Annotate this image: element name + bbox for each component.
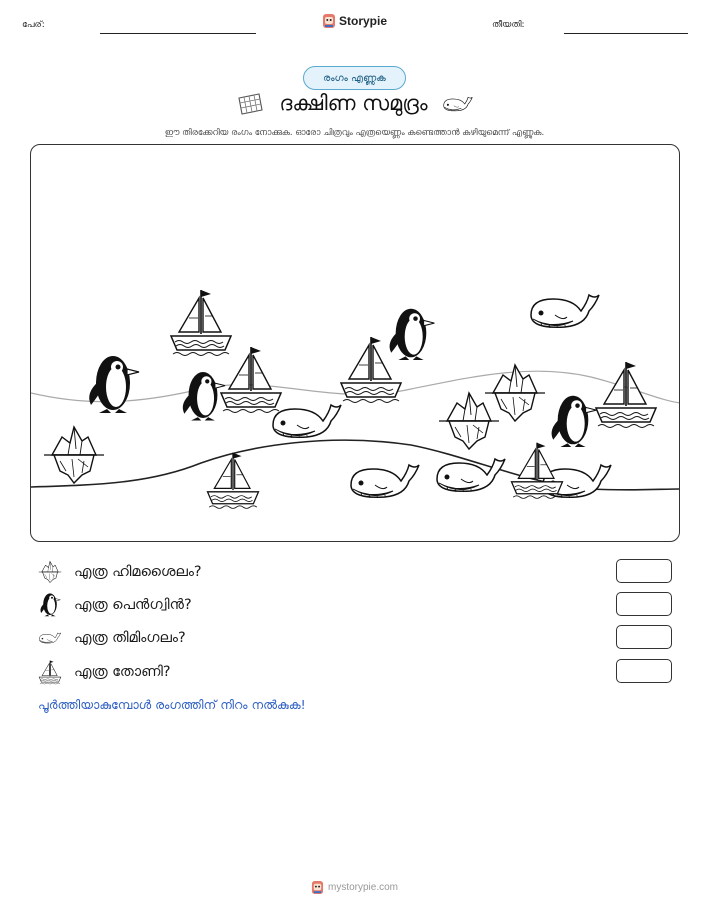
whale-icon bbox=[38, 625, 62, 651]
question-text: എത്ര പെൻഗ്വിൻ? bbox=[74, 597, 192, 613]
storypie-mascot-icon bbox=[311, 880, 324, 895]
whale-4 bbox=[437, 459, 505, 492]
whale-icon bbox=[442, 93, 474, 115]
penguin-1 bbox=[89, 356, 139, 413]
question-text: എത്ര തിമിംഗലം? bbox=[74, 630, 186, 646]
question-row-sailboat bbox=[38, 659, 672, 685]
name-label: പേര്: bbox=[22, 20, 45, 30]
answer-box-iceberg[interactable] bbox=[616, 559, 672, 583]
instructions: ഈ തിരക്കേറിയ രംഗം നോക്കുക. ഓരോ ചിത്രവും എത്രയെണ്ണം കണ്ടെത്താൻ കഴിയുമെന്ന് എണ്ണുക. bbox=[164, 128, 545, 138]
activity-badge: രംഗം എണ്ണുക bbox=[303, 66, 406, 90]
iceberg-2 bbox=[439, 393, 499, 449]
closing-instruction: പൂർത്തിയാകുമ്പോൾ രംഗത്തിന് നിറം നൽകുക! bbox=[38, 697, 306, 712]
sailboat-icon bbox=[38, 659, 62, 685]
question-row-iceberg bbox=[38, 559, 672, 585]
brand-name: Storypie bbox=[339, 14, 388, 28]
question-row-penguin bbox=[38, 592, 672, 618]
question-text: എത്ര തോണി? bbox=[74, 664, 171, 680]
scene-grid-icon bbox=[235, 92, 265, 116]
title-row bbox=[0, 91, 709, 116]
whale-3 bbox=[351, 465, 419, 498]
iceberg-3 bbox=[485, 365, 545, 421]
whale-2 bbox=[273, 405, 341, 438]
counting-scene bbox=[30, 144, 680, 542]
penguin-3 bbox=[390, 309, 435, 360]
penguin-4 bbox=[552, 396, 597, 447]
whale-1 bbox=[531, 295, 599, 328]
name-line[interactable] bbox=[100, 33, 256, 34]
storypie-logo bbox=[322, 13, 387, 29]
date-label: തീയതി: bbox=[492, 20, 525, 30]
answer-box-whale[interactable] bbox=[616, 625, 672, 649]
iceberg-icon bbox=[38, 559, 62, 585]
page-title: ദക്ഷിണ സമുദ്രം bbox=[279, 91, 428, 115]
sailboat-2 bbox=[221, 347, 281, 413]
penguin-2 bbox=[183, 372, 225, 420]
sailboat-1 bbox=[171, 290, 231, 356]
answer-box-penguin[interactable] bbox=[616, 592, 672, 616]
question-row-whale bbox=[38, 625, 672, 651]
date-line[interactable] bbox=[564, 33, 688, 34]
sailboat-5 bbox=[208, 453, 259, 509]
penguin-icon bbox=[38, 592, 62, 618]
storypie-mascot-icon bbox=[322, 13, 336, 29]
answer-box-sailboat[interactable] bbox=[616, 659, 672, 683]
footer-url[interactable]: mystorypie.com bbox=[327, 882, 398, 893]
footer bbox=[0, 880, 709, 895]
iceberg-1 bbox=[44, 427, 104, 483]
question-text: എത്ര ഹിമശൈലം? bbox=[74, 564, 202, 580]
